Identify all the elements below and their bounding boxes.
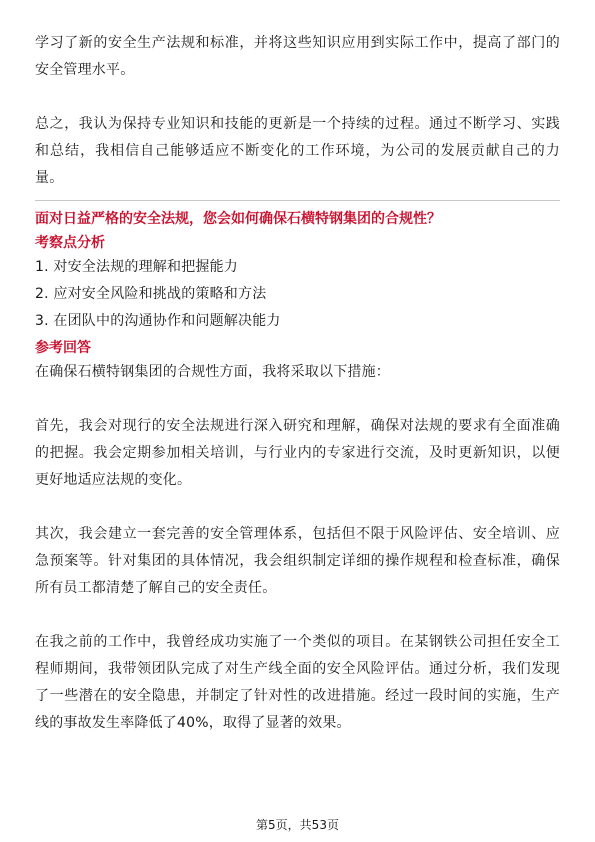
answer-heading: 参考回答: [35, 340, 91, 356]
spacer: [35, 602, 560, 629]
page-number: 第5页，共53页: [256, 818, 339, 832]
analysis-item: 1. 对安全法规的理解和把握能力: [35, 259, 239, 275]
analysis-item: 3. 在团队中的沟通协作和问题解决能力: [35, 313, 281, 329]
spacer: [35, 494, 560, 521]
answer-paragraph-4: 在我之前的工作中，我曾经成功实施了一个类似的项目。在某钢铁公司担任安全工程师期间，我带领团队完成了对生产线全面的安全风险评估。通过分析，我们发现了一些潜在的安全隐患，并制定了针对性的改进措施。经过一段时间的实施，生产线的事故发生率降低了40%，取得了显著的效果。: [35, 634, 560, 731]
spacer: [35, 386, 560, 413]
intro-paragraph-1: 学习了新的安全生产法规和标准，并将这些知识应用到实际工作中，提高了部门的安全管理水平。: [35, 35, 560, 78]
analysis-heading: 考察点分析: [35, 235, 105, 251]
analysis-list: [35, 254, 560, 335]
answer-paragraph-3: 其次，我会建立一套完善的安全管理体系，包括但不限于风险评估、安全培训、应急预案等。针对集团的具体情况，我会组织制定详细的操作规程和检查标准，确保所有员工都清楚了解自己的安全责任。: [35, 526, 560, 596]
page-content: [35, 30, 560, 737]
answer-paragraph-1: 在确保石横特钢集团的合规性方面，我将采取以下措施：: [35, 364, 390, 380]
spacer: [35, 84, 560, 111]
section-divider: [35, 200, 560, 201]
intro-paragraph-2: 总之，我认为保持专业知识和技能的更新是一个持续的过程。通过不断学习、实践和总结，我相信自己能够适应不断变化的工作环境，为公司的发展贡献自己的力量。: [35, 116, 560, 186]
question-heading: 面对日益严格的安全法规，您会如何确保石横特钢集团的合规性？: [35, 211, 441, 227]
answer-paragraph-2: 首先，我会对现行的安全法规进行深入研究和理解，确保对法规的要求有全面准确的把握。我会定期参加相关培训，与行业内的专家进行交流，及时更新知识，以便更好地适应法规的变化。: [35, 418, 560, 488]
analysis-item: 2. 应对安全风险和挑战的策略和方法: [35, 286, 267, 302]
